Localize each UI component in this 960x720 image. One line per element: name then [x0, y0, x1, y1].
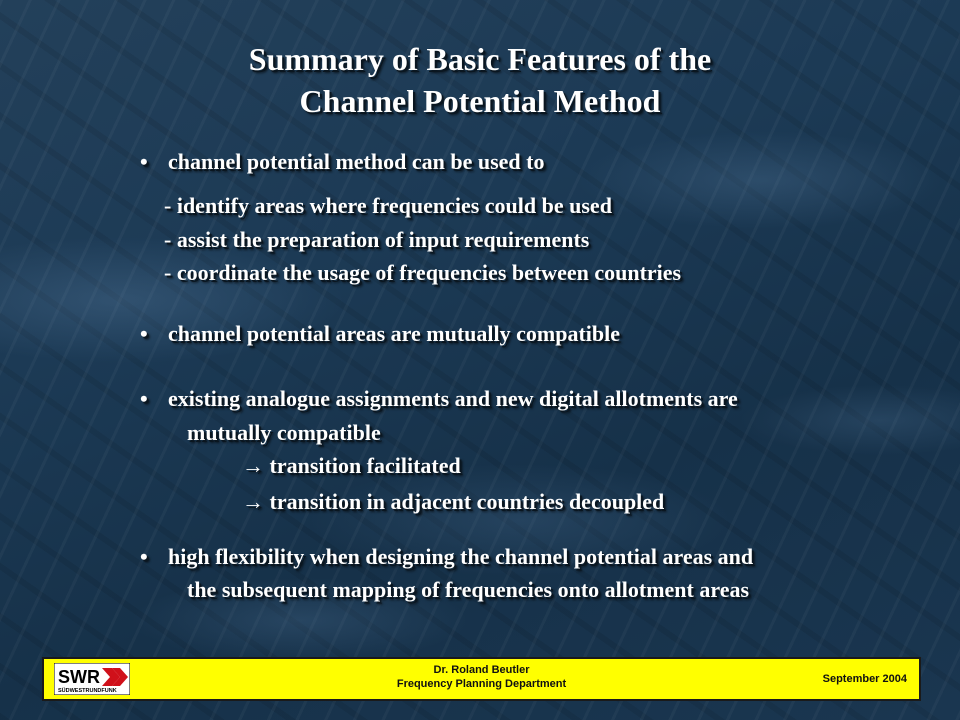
arrow-item-text: transition in adjacent countries decoupled	[269, 489, 665, 514]
arrow-right-icon: →	[242, 453, 264, 478]
logo-text: SWR	[58, 667, 100, 687]
arrow-item-decoupled	[242, 488, 664, 516]
footer-author: Dr. Roland Beutler	[433, 664, 530, 676]
footer-credits	[44, 663, 919, 691]
subitem-assist: - assist the preparation of input requirements	[164, 227, 590, 252]
arrow-right-icon: →	[242, 489, 264, 514]
footer-date: September 2004	[822, 673, 907, 685]
subitem-identify: - identify areas where frequencies could be used	[164, 193, 612, 218]
footer-department: Frequency Planning Department	[396, 678, 567, 690]
bullet-3	[140, 385, 738, 413]
slide-title	[0, 38, 960, 122]
bullet-marker: •	[140, 544, 148, 569]
bullet-2-text: channel potential areas are mutually compatible	[168, 321, 621, 346]
arrow-item-text: transition facilitated	[269, 453, 461, 478]
bullet-marker: •	[140, 386, 148, 411]
bullet-4-continuation: the subsequent mapping of frequencies onto allotment areas	[187, 577, 750, 602]
bullet-1-text: channel potential method can be used to	[168, 149, 545, 174]
logo-subtext: SÜDWESTRUNDFUNK	[58, 688, 117, 694]
bullet-4-text: high flexibility when designing the channel potential areas and	[168, 544, 754, 569]
bullet-3-text: existing analogue assignments and new digital allotments are	[168, 386, 738, 411]
bullet-2	[140, 320, 620, 348]
title-line-2: Channel Potential Method	[299, 83, 661, 119]
bullet-marker: •	[140, 149, 148, 174]
bullet-marker: •	[140, 321, 148, 346]
bullet-4	[140, 543, 753, 571]
bullet-3-continuation: mutually compatible	[187, 420, 381, 445]
title-line-1: Summary of Basic Features of the	[248, 41, 712, 77]
subitem-coordinate: - coordinate the usage of frequencies between countries	[164, 260, 682, 285]
arrow-item-facilitated	[242, 452, 461, 480]
bullet-1	[140, 148, 544, 176]
footer-bar	[42, 657, 921, 701]
